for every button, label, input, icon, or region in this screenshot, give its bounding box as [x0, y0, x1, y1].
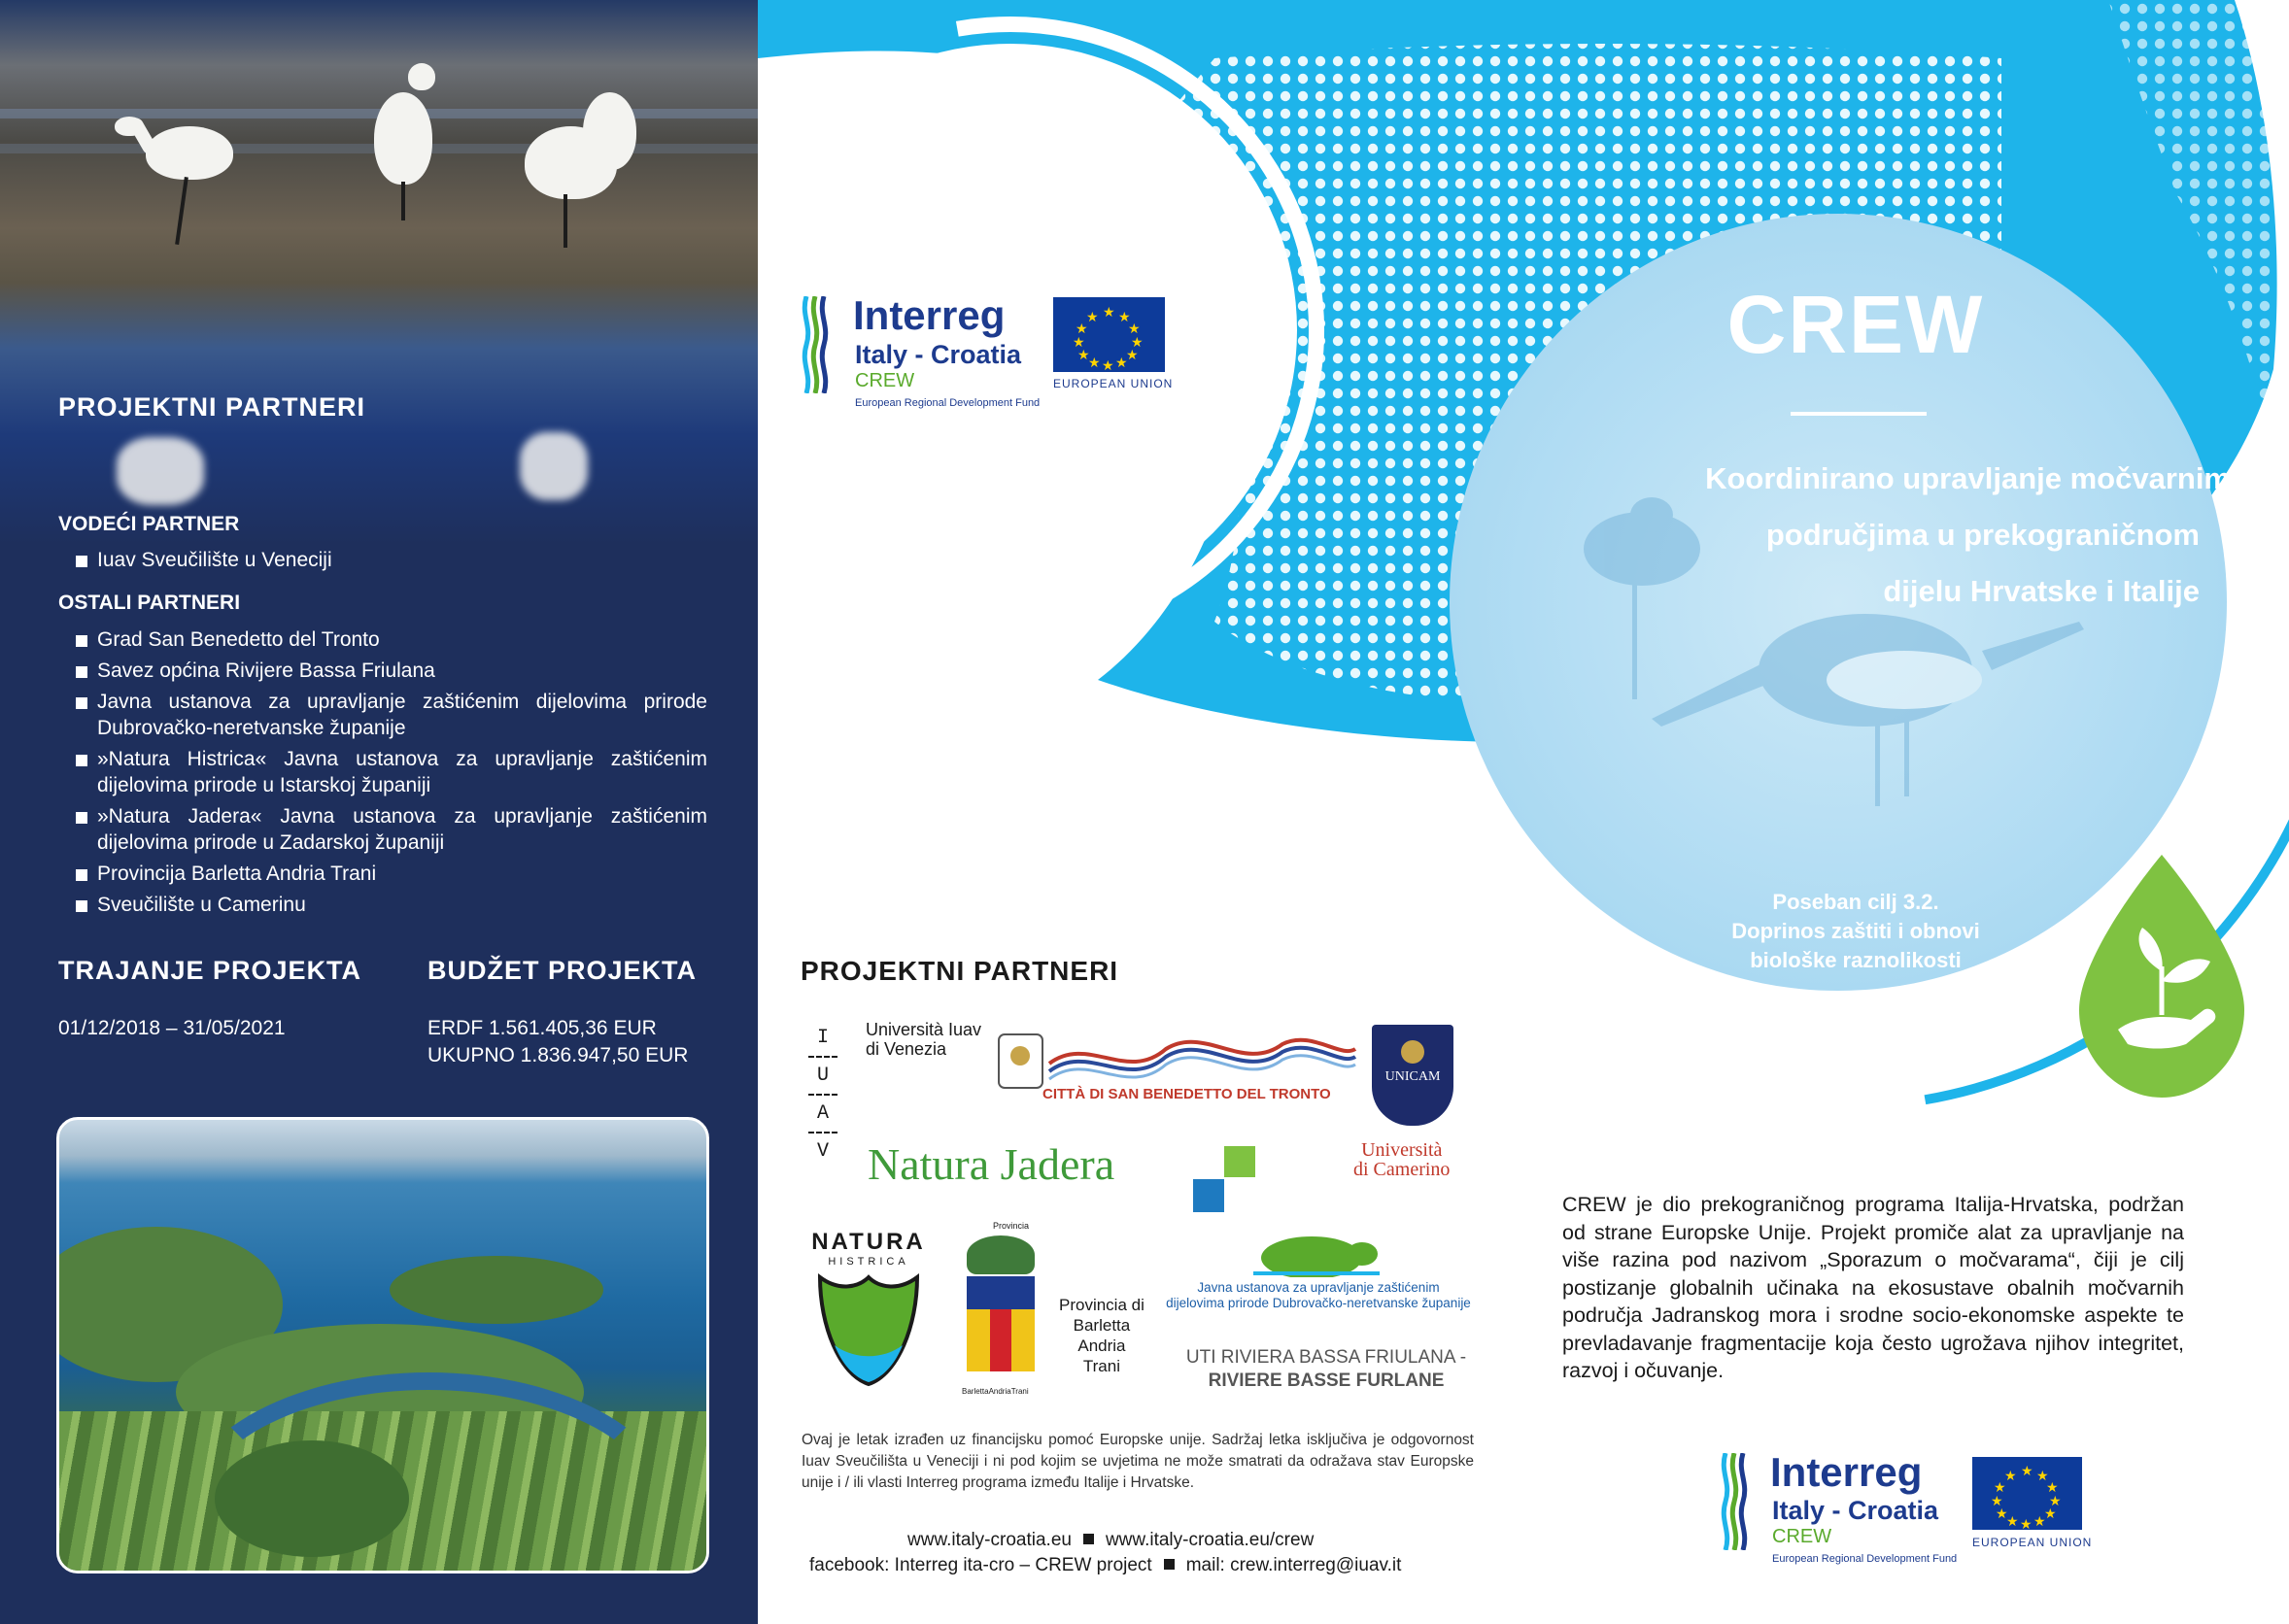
eu-label: EUROPEAN UNION	[1053, 377, 1174, 390]
interreg-region: Italy - Croatia	[1772, 1496, 1939, 1525]
lead-partner-heading: VODEĆI PARTNER	[58, 513, 240, 535]
interreg-wordmark: Interreg	[1770, 1449, 1923, 1495]
duration-heading: TRAJANJE PROJEKTA	[58, 956, 362, 985]
other-partners-heading: OSTALI PARTNERI	[58, 592, 241, 614]
interreg-wordmark: Interreg	[853, 292, 1006, 338]
list-item: »Natura Histrica« Javna ustanova za upravljanje zaštićenim dijelovima prirode u Istarskoj županiji	[58, 746, 707, 798]
interreg-fund: European Regional Development Fund	[1772, 1553, 1958, 1565]
egret-photo	[0, 0, 758, 544]
natura-jadera-logo: Natura Jadera	[868, 1139, 1115, 1189]
aerial-landscape-photo	[56, 1117, 709, 1573]
list-item: Savez općina Rivijere Bassa Friulana	[58, 658, 707, 684]
eu-label: EUROPEAN UNION	[1972, 1536, 2093, 1549]
facebook-link[interactable]: facebook: Interreg ita-cro – CREW project	[809, 1555, 1152, 1575]
website-link-main[interactable]: www.italy-croatia.eu	[907, 1530, 1072, 1550]
interreg-project: CREW	[1772, 1526, 1832, 1547]
budget-total: UKUPNO 1.836.947,50 EUR	[427, 1044, 689, 1066]
partners-logos-heading: PROJEKTNI PARTNERI	[801, 956, 1119, 986]
natura-histrica-logo: NATURA HISTRICA	[801, 1229, 937, 1394]
list-item: »Natura Jadera« Javna ustanova za upravljanje zaštićenim dijelovima prirode u Zadarskoj županiji	[58, 803, 707, 856]
bullet-square-icon	[1083, 1534, 1094, 1544]
subtitle-line-2: područjima u prekograničnom	[1765, 518, 2200, 552]
dubrovnik-institution: Javna ustanova za upravljanje zaštićenim dijelovima prirode Dubrovačko-neretvanske županije	[1166, 1280, 1471, 1310]
title-divider	[1791, 412, 1927, 416]
crew-title: CREW	[1726, 279, 1985, 370]
turtle-logo	[1253, 1229, 1380, 1277]
interreg-region: Italy - Croatia	[855, 340, 1022, 369]
interreg-project: CREW	[855, 370, 915, 391]
eu-flag-icon: ★ ★ ★ ★ ★ ★ ★ ★ ★ ★ ★ ★	[1053, 297, 1165, 372]
list-item: Grad San Benedetto del Tronto	[58, 626, 707, 653]
iuav-logo: I U A V	[808, 1020, 837, 1166]
disclaimer-text: Ovaj je letak izrađen uz financijsku pomoć Europske unije. Sadržaj letka isključiva je odgovornost Iuav Sveučilišta u Veneciji i ni pod kojim se uvjetima ne može smatrati da odražava stav Europske unije i / ili vlasti Interreg programa između Italije i Hrvatske.	[802, 1432, 1474, 1491]
goal-line-1: Poseban cilj 3.2.	[1772, 890, 1939, 914]
list-item: Provincija Barletta Andria Trani	[58, 861, 707, 887]
eu-flag-icon: ★ ★ ★ ★ ★ ★ ★ ★ ★ ★ ★ ★	[1972, 1457, 2082, 1530]
bat-caption: BarlettaAndriaTrani	[962, 1387, 1029, 1396]
websites-line	[907, 1530, 1314, 1551]
subtitle-line-1: Koordinirano upravljanje močvarnim	[1705, 461, 2231, 495]
other-partners-list	[58, 626, 707, 923]
budget-heading: BUDŽET PROJEKTA	[427, 956, 698, 985]
mail-link[interactable]: mail: crew.interreg@iuav.it	[1185, 1555, 1402, 1575]
iuav-name: Università Iuav di Venezia	[866, 1020, 982, 1059]
bat-provincia-small: Provincia	[993, 1221, 1030, 1231]
subtitle-line-3: dijelu Hrvatske i Italije	[1883, 574, 2200, 608]
goal-line-2: Doprinos zaštiti i obnovi	[1731, 919, 1980, 943]
interreg-wave-icon	[1718, 1453, 1751, 1550]
lead-partner-list	[58, 547, 707, 578]
camerino-logo: Università di Camerino	[1353, 1139, 1451, 1180]
list-item: Javna ustanova za upravljanje zaštićenim dijelovima prirode Dubrovačko-neretvanske županije	[58, 689, 707, 741]
san-benedetto-name: CITTÀ DI SAN BENEDETTO DEL TRONTO	[1042, 1086, 1331, 1102]
uti-riviera: UTI RIVIERA BASSA FRIULANA - RIVIERE BASSE FURLANE	[1185, 1347, 1467, 1391]
unicam-logo: UNICAM	[1372, 1025, 1453, 1126]
list-item: Iuav Sveučilište u Veneciji	[58, 547, 707, 573]
budget-erdf: ERDF 1.561.405,36 EUR	[427, 1017, 657, 1039]
website-link-crew[interactable]: www.italy-croatia.eu/crew	[1105, 1530, 1315, 1550]
natura-jadera-mark	[1193, 1146, 1255, 1212]
social-line	[809, 1555, 1401, 1576]
left-panel	[0, 0, 758, 1624]
interreg-fund: European Regional Development Fund	[855, 397, 1041, 409]
goal-line-3: biološke raznolikosti	[1750, 948, 1962, 972]
interreg-wave-icon	[799, 296, 832, 393]
partners-heading: PROJEKTNI PARTNERI	[58, 392, 366, 422]
natura-histrica-emblem	[801, 1268, 937, 1394]
project-description: CREW je dio prekograničnog programa Italija-Hrvatska, podržan od strane Europske Unije. Projekt promiče alat za upravljanje na više razina pod nazivom „Sporazum o močvarama“, čiji je cilj postizanje globalnih učinaka na ekosustave obalnih močvarnih područja Jadranskog mora i srodne socio-ekonomske aspekte te prevladavanje fragmentacije koja često ugrožava njihov integritet, razvoj i očuvanje.	[1562, 1193, 2184, 1382]
list-item: Sveučilište u Camerinu	[58, 892, 707, 918]
duration-value: 01/12/2018 – 31/05/2021	[58, 1017, 286, 1039]
bat-name: Provincia di Barletta Andria Trani	[1059, 1296, 1144, 1375]
bat-crest	[957, 1235, 1044, 1387]
bullet-square-icon	[1164, 1559, 1175, 1570]
